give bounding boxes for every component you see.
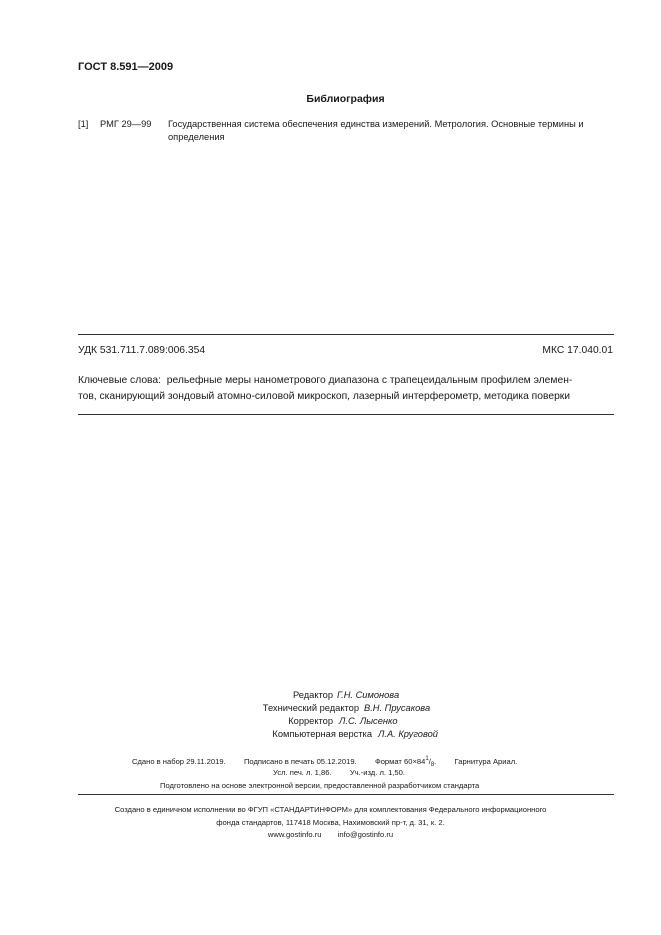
publishing-sheets: Уч.-изд. л. 1,50. [349,768,405,777]
udc-code: УДК 531.711.7.089:006.354 [78,345,206,356]
signed-date: Подписано в печать 05.12.2019. [243,757,357,766]
website-link[interactable]: www.gostinfo.ru [267,830,322,839]
email-link[interactable]: info@gostinfo.ru [337,830,394,839]
credit-role: Корректор [288,716,333,726]
credit-name: Г.Н. Симонова [337,690,400,700]
format-denominator: 8 [430,762,435,768]
entry-number: [1] [78,119,89,129]
footer-block [0,804,661,842]
entry-title-line1: Государственная система обеспечения единства измерений. Метрология. Основные термины и [168,119,584,129]
prepared-note: Подготовлено на основе электронной версии, предоставленной разработчиком стандарта [160,781,480,790]
keywords-label: Ключевые слова: [78,375,161,386]
footer-line1: Создано в единичном исполнении во ФГУП «СТАНДАРТИНФОРМ» для комплектования Федерального информационного [114,805,547,814]
credit-role: Компьютерная верстка [272,729,372,739]
credit-name: В.Н. Прусакова [364,703,431,713]
bottom-divider [78,414,614,415]
printed-sheets: Усл. печ. л. 1,86. [273,768,332,777]
credit-name: Л.С. Лысенко [339,716,398,726]
top-divider [78,334,614,335]
mks-code: МКС 17.040.01 [542,345,613,356]
keywords-block [78,373,614,404]
footer-divider [78,794,614,795]
keywords-text-line1: рельефные меры нанометрового диапазона с трапецеидальным профилем элемен- [166,375,573,386]
credit-name: Л.А. Круговой [378,729,438,739]
entry-title-line2: определения [168,132,225,142]
footer-line2: фонда стандартов, 117418 Москва, Нахимовский пр-т, д. 31, к. 2. [216,817,445,827]
credit-role: Технический редактор [262,703,359,713]
keywords-text-line2: тов, сканирующий зондовый атомно-силовой микроскоп, лазерный интерферометр, методика поверки [78,390,571,402]
credit-role: Редактор [292,690,333,700]
entry-reference: РМГ 29—99 [100,119,152,129]
format-label: Формат 60×84 [374,757,426,766]
bibliography-heading: Библиография [306,93,385,105]
format-numerator: 1 [425,756,429,762]
entry-title [168,118,618,144]
keywords-line1 [78,373,614,389]
footer-contacts [0,829,661,842]
format: Формат $60\times 84^1/_8$. [374,756,437,768]
publication-line2 [273,766,405,779]
document-code: ГОСТ 8.591—2009 [78,61,174,73]
typeset-date: Сдано в набор 29.11.2019. [132,757,226,766]
typeface: Гарнитура Ариал. [454,757,518,766]
